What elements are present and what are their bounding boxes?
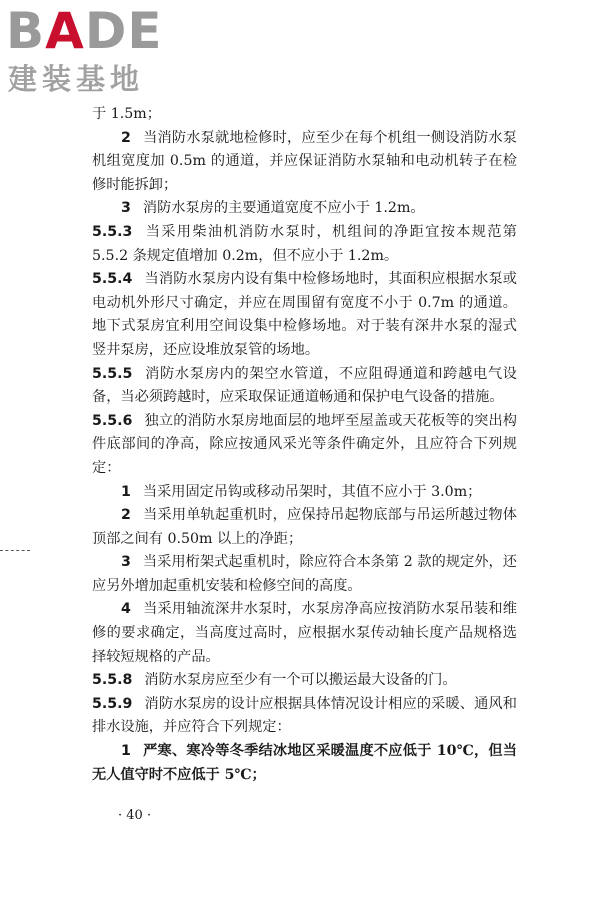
margin-tick-mark: [0, 550, 30, 552]
clause-number: 5.5.9: [92, 695, 133, 712]
item-text: 当采用桁架式起重机时，除应符合本条第 2 款的规定外，还应另外增加起重机安装和检修空间的高度。: [92, 554, 517, 594]
clause-text: 消防水泵房内的架空水管道，不应阻碍通道和跨越电气设备，当必须跨越时，应采取保证通道畅通和保护电气设备的措施。: [92, 365, 517, 406]
clause-number: 5.5.5: [92, 365, 133, 382]
logo-letter-a: A: [45, 2, 85, 60]
logo-subtitle: 建装基地: [8, 62, 145, 96]
list-item: [92, 598, 517, 669]
list-item: [92, 740, 517, 787]
item-text: 当消防水泵就地检修时，应至少在每个机组一侧设消防水泵机组宽度加 0.5m 的通道，并应保证消防水泵轴和电动机转子在检修时能拆卸；: [92, 129, 517, 193]
clause: [92, 693, 517, 740]
document-body: [92, 103, 517, 787]
clause: [92, 669, 517, 693]
item-number: 3: [121, 200, 131, 217]
paragraph-text: 于 1.5m；: [92, 106, 161, 122]
clause-text: 消防水泵房应至少有一个可以搬运最大设备的门。: [144, 672, 457, 689]
paragraph-continuation: [92, 103, 517, 127]
item-text: 严寒、寒冷等冬季结冰地区采暖温度不应低于 10℃，但当无人值守时不应低于 5℃；: [92, 743, 517, 783]
clause-text: 当采用柴油机消防水泵时，机组间的净距宜按本规范第 5.5.2 条规定值增加 0.2m，但不应小于 1.2m。: [92, 223, 517, 264]
clause-text: 当消防水泵房内设有集中检修场地时，其面积应根据水泵或电动机外形尺寸确定，并应在周围留有宽度不小于 0.7m 的通道。地下式泵房宜利用空间设集中检修场地。对于装有深井水泵的湿式竖井泵房，还应设堆放泵管的场地。: [92, 271, 517, 358]
clause: [92, 410, 517, 481]
logo-wordmark: [6, 4, 163, 58]
list-item: [92, 197, 517, 221]
clause: [92, 363, 517, 410]
clause-number: 5.5.8: [92, 672, 133, 689]
bade-logo: [6, 4, 186, 96]
item-text: 当采用单轨起重机时，应保持吊起物底部与吊运所越过物体顶部之间有 0.50m 以上的净距；: [92, 507, 517, 547]
item-number: 2: [121, 129, 131, 146]
item-text: 当采用固定吊钩或移动吊架时，其值不应小于 3.0m；: [142, 483, 482, 500]
clause-text: 独立的消防水泵房地面层的地坪至屋盖或天花板等的突出构件底部间的净高，除应按通风采光等条件确定外，且应符合下列规定：: [92, 412, 517, 476]
item-number: 1: [121, 483, 131, 500]
item-number: 4: [121, 601, 131, 618]
clause-number: 5.5.4: [92, 271, 133, 288]
item-number: 1: [121, 743, 131, 760]
item-number: 3: [121, 554, 131, 571]
clause: [92, 268, 517, 362]
logo-letters-de: DE: [84, 2, 163, 60]
list-item: [92, 127, 517, 198]
logo-letter-b: B: [6, 2, 46, 60]
list-item: [92, 481, 517, 505]
clause-number: 5.5.6: [92, 412, 133, 429]
list-item: [92, 551, 517, 598]
item-number: 2: [121, 507, 131, 524]
item-text: 当采用轴流深井水泵时，水泵房净高应按消防水泵吊装和维修的要求确定，当高度过高时，应根据水泵传动轴长度产品规格选择较短规格的产品。: [92, 601, 517, 665]
item-text: 消防水泵房的主要通道宽度不应小于 1.2m。: [142, 200, 425, 217]
list-item: [92, 504, 517, 551]
clause-text: 消防水泵房的设计应根据具体情况设计相应的采暖、通风和排水设施，并应符合下列规定：: [92, 695, 517, 736]
clause-number: 5.5.3: [92, 223, 133, 240]
page-number: · 40 ·: [118, 808, 152, 823]
clause: [92, 221, 517, 268]
